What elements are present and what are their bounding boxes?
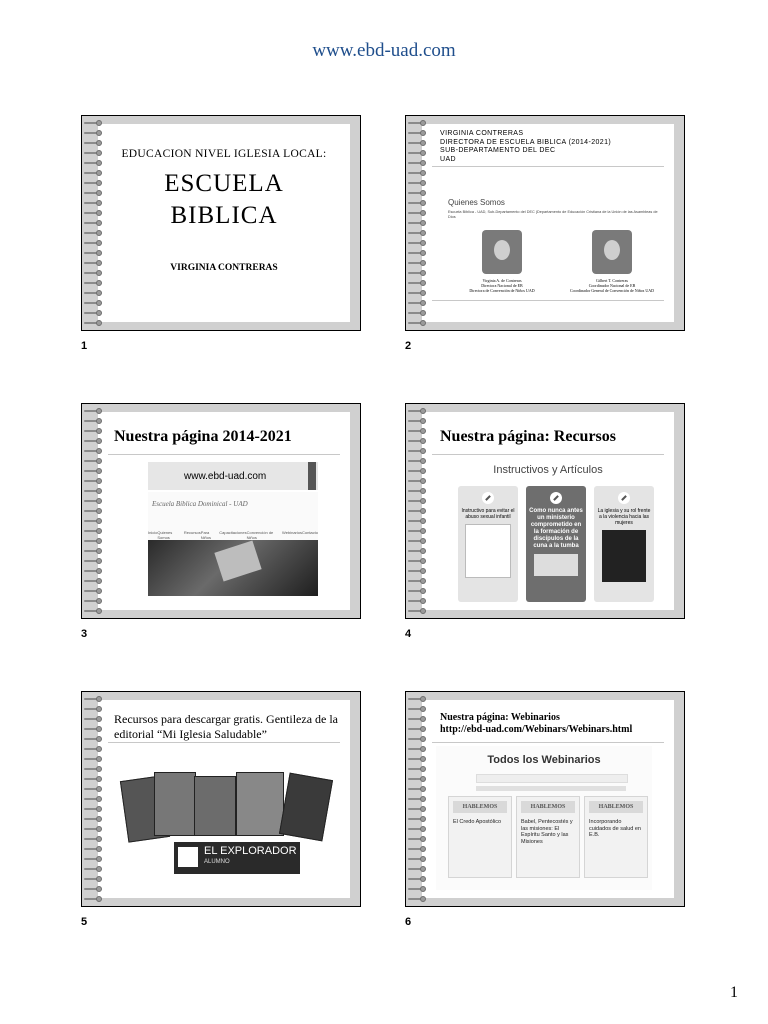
slide-title-line2: BIBLICA <box>170 202 278 229</box>
binding-ring <box>408 498 430 504</box>
filter-bar[interactable] <box>476 786 626 791</box>
card-text: La iglesia y su rol frente a la violencia hacia las mujeres <box>597 508 651 526</box>
slide-paper <box>422 412 674 610</box>
webinar-card[interactable] <box>448 796 512 878</box>
person-role: Directora de Convención de Niños UAD <box>469 288 535 293</box>
resource-card[interactable] <box>526 486 586 602</box>
binding-ring <box>408 418 430 424</box>
divider <box>432 742 664 743</box>
binding-ring <box>408 300 430 306</box>
binding-ring <box>84 756 106 762</box>
book-cover <box>154 772 196 836</box>
binding-ring <box>408 716 430 722</box>
book-cover <box>194 776 236 836</box>
binding-ring <box>84 578 106 584</box>
nav-item: Capacitaciones <box>219 530 247 535</box>
binding-ring <box>408 290 430 296</box>
slide-3 <box>81 403 361 619</box>
binding-ring <box>408 588 430 594</box>
binding-ring <box>84 776 106 782</box>
binding-ring <box>408 180 430 186</box>
webinar-badge: HABLEMOS <box>453 801 507 813</box>
binding-ring <box>408 438 430 444</box>
binding-ring <box>84 130 106 136</box>
slide-paper <box>98 124 350 322</box>
binding-ring <box>84 508 106 514</box>
binding-ring <box>84 866 106 872</box>
binding-ring <box>84 816 106 822</box>
binding-ring <box>408 270 430 276</box>
binding-ring <box>84 726 106 732</box>
binding-ring <box>84 716 106 722</box>
binding-ring <box>408 538 430 544</box>
binding-ring <box>84 408 106 414</box>
binding-ring <box>84 588 106 594</box>
binding-ring <box>84 280 106 286</box>
binding-ring <box>84 488 106 494</box>
book-title: EL EXPLORADOR <box>204 845 297 857</box>
binding-ring <box>408 558 430 564</box>
binding-ring <box>84 598 106 604</box>
site-nav <box>148 530 318 540</box>
header-line: VIRGINIA CONTRERAS <box>440 130 524 137</box>
wrench-icon <box>482 492 494 504</box>
slide-title: Nuestra página 2014-2021 <box>114 428 292 445</box>
spiral-binding <box>408 696 430 902</box>
binding-ring <box>408 488 430 494</box>
binding-ring <box>408 806 430 812</box>
nav-item: Quienes Somos <box>157 530 173 540</box>
binding-ring <box>408 796 430 802</box>
binding-ring <box>84 310 106 316</box>
section-title: Instructivos y Artículos <box>493 464 603 476</box>
binding-ring <box>84 190 106 196</box>
binding-ring <box>84 320 106 326</box>
book-cover <box>236 772 284 836</box>
divider <box>108 454 340 455</box>
card-text: Como nunca antes un ministerio comprometido en la formación de discípulos de la cuna a la tumba <box>529 508 583 549</box>
site-url-header[interactable]: www.ebd-uad.com <box>312 40 456 61</box>
slide-title: Nuestra página: Recursos <box>440 428 616 445</box>
binding-ring <box>84 558 106 564</box>
binding-ring <box>408 548 430 554</box>
binding-ring <box>408 856 430 862</box>
binding-ring <box>84 498 106 504</box>
webinar-badge: HABLEMOS <box>589 801 643 813</box>
document-thumbnail <box>602 530 646 582</box>
binding-ring <box>408 190 430 196</box>
webinar-title: Incorporando cuidados de salud en E.B. <box>589 819 641 838</box>
binding-ring <box>408 876 430 882</box>
section-title: Quienes Somos <box>448 198 505 207</box>
binding-ring <box>84 160 106 166</box>
url-text: www.ebd-uad.com <box>184 471 267 482</box>
binding-ring <box>84 478 106 484</box>
binding-ring <box>408 210 430 216</box>
header-line: DIRECTORA DE ESCUELA BIBLICA (2014-2021) <box>440 138 612 146</box>
binding-ring <box>84 746 106 752</box>
binding-ring <box>84 140 106 146</box>
binding-ring <box>84 548 106 554</box>
nav-item: Para Niños <box>200 530 212 540</box>
binding-ring <box>408 746 430 752</box>
binding-ring <box>408 458 430 464</box>
title-link[interactable]: http://ebd-uad.com/Webinars/Webinars.html <box>440 724 633 735</box>
document-thumbnail <box>465 524 511 578</box>
divider <box>432 300 664 301</box>
slide-paper <box>422 124 674 322</box>
binding-ring <box>408 816 430 822</box>
slide-number: 4 <box>405 628 412 640</box>
binding-ring <box>84 528 106 534</box>
slide-number: 3 <box>81 628 88 640</box>
binding-ring <box>408 568 430 574</box>
slide-title-line1: ESCUELA <box>164 170 284 197</box>
person-name: Virginia A. de Contreras <box>482 278 522 283</box>
explorador-cover <box>174 842 300 874</box>
binding-ring <box>408 846 430 852</box>
wrench-icon <box>618 492 630 504</box>
binding-ring <box>84 896 106 902</box>
resource-cards <box>422 442 674 612</box>
slide-header-block <box>440 130 611 164</box>
binding-ring <box>84 418 106 424</box>
binding-ring <box>84 250 106 256</box>
slide-author: VIRGINIA CONTRERAS <box>170 263 278 273</box>
book-subtitle: ALUMNO <box>204 859 230 865</box>
binding-ring <box>84 170 106 176</box>
book-cover <box>279 773 333 842</box>
binding-ring <box>408 508 430 514</box>
binding-ring <box>84 538 106 544</box>
section-title: Todos los Webinarios <box>487 754 601 766</box>
binding-ring <box>84 458 106 464</box>
binding-ring <box>408 230 430 236</box>
binding-ring <box>408 886 430 892</box>
nav-item: Contacto <box>301 530 318 535</box>
slide-number: 6 <box>405 916 412 928</box>
binding-ring <box>408 240 430 246</box>
site-name: Escuela Bíblica Dominical - UAD <box>152 500 248 508</box>
hero-image <box>148 540 318 596</box>
publisher-logo <box>178 847 198 867</box>
slide-5 <box>81 691 361 907</box>
binding-ring <box>408 448 430 454</box>
binding-ring <box>408 408 430 414</box>
website-preview <box>148 492 318 596</box>
binding-ring <box>408 578 430 584</box>
binding-ring <box>84 120 106 126</box>
binding-ring <box>84 260 106 266</box>
avatar <box>592 230 632 274</box>
binding-ring <box>408 130 430 136</box>
binding-ring <box>408 468 430 474</box>
slide-number: 1 <box>81 340 88 352</box>
nav-item: Recursos <box>183 530 201 535</box>
binding-ring <box>408 766 430 772</box>
resource-card[interactable] <box>458 486 518 602</box>
divider <box>108 742 340 743</box>
binding-ring <box>408 320 430 326</box>
binding-ring <box>84 736 106 742</box>
slide-1 <box>81 115 361 331</box>
slide-4 <box>405 403 685 619</box>
binding-ring <box>408 120 430 126</box>
binding-ring <box>84 568 106 574</box>
binding-ring <box>408 696 430 702</box>
header-line: SUB-DEPARTAMENTO DEL DEC <box>440 147 556 154</box>
binding-ring <box>84 290 106 296</box>
binding-ring <box>84 230 106 236</box>
webinar-card[interactable] <box>516 796 580 878</box>
binding-ring <box>408 260 430 266</box>
divider <box>432 166 664 167</box>
binding-ring <box>84 766 106 772</box>
binding-ring <box>84 210 106 216</box>
header-line: UAD <box>440 155 456 163</box>
binding-ring <box>408 756 430 762</box>
binding-ring <box>84 240 106 246</box>
binding-ring <box>84 468 106 474</box>
binding-ring <box>84 856 106 862</box>
binding-ring <box>84 518 106 524</box>
binding-ring <box>408 478 430 484</box>
binding-ring <box>84 786 106 792</box>
resource-card[interactable] <box>594 486 654 602</box>
binding-ring <box>408 598 430 604</box>
search-bar[interactable] <box>476 774 628 783</box>
binding-ring <box>408 250 430 256</box>
slide-2 <box>405 115 685 331</box>
binding-ring <box>84 200 106 206</box>
spiral-binding <box>408 408 430 614</box>
nav-item: Inicio <box>148 530 158 535</box>
person-role: Directora Nacional de EB <box>481 283 523 288</box>
binding-ring <box>408 826 430 832</box>
nav-item: Convención de Niños <box>246 530 274 540</box>
spiral-binding <box>84 408 106 614</box>
spiral-binding <box>84 120 106 326</box>
webinar-title: Babel, Pentecostés y las misiones: El Espíritu Santo y las Misiones <box>521 819 573 845</box>
slide-paper <box>98 700 350 898</box>
binding-ring <box>408 170 430 176</box>
binding-ring <box>408 736 430 742</box>
person-role: Coordinador General de Convención de Niños UAD <box>570 288 654 293</box>
card-text: Instructivo para evitar el abuso sexual infantil <box>461 508 515 520</box>
slide-kicker: EDUCACION NIVEL IGLESIA LOCAL: <box>121 148 327 160</box>
binding-ring <box>408 280 430 286</box>
binding-ring <box>84 150 106 156</box>
binding-ring <box>84 220 106 226</box>
binding-ring <box>408 776 430 782</box>
binding-ring <box>84 428 106 434</box>
slide-number: 2 <box>405 340 412 352</box>
slide-number: 5 <box>81 916 88 928</box>
binding-ring <box>408 428 430 434</box>
url-banner <box>148 462 318 490</box>
webinar-title: El Credo Apostólico <box>453 819 501 825</box>
binding-ring <box>84 846 106 852</box>
binding-ring <box>408 200 430 206</box>
binding-ring <box>408 518 430 524</box>
binding-ring <box>84 706 106 712</box>
binding-ring <box>408 608 430 614</box>
binding-ring <box>408 220 430 226</box>
slide-title: Recursos para descargar gratis. Gentileza de la editorial “Mi Iglesia Saludable” <box>114 712 339 741</box>
section-intro: Escuela Bíblica - UAD, Sub-Departamento del DEC (Departamento de Educación Cristiana de la Unión de las Asambleas de Dios <box>448 210 658 219</box>
binding-ring <box>84 608 106 614</box>
binding-ring <box>408 706 430 712</box>
page-number: 1 <box>730 984 738 1001</box>
binding-ring <box>84 300 106 306</box>
slide-paper <box>98 412 350 610</box>
binding-ring <box>84 438 106 444</box>
slide-6 <box>405 691 685 907</box>
binding-ring <box>408 866 430 872</box>
nav-item: Webinarios <box>282 530 302 535</box>
binding-ring <box>84 886 106 892</box>
binding-ring <box>408 786 430 792</box>
wrench-icon <box>550 492 562 504</box>
binding-ring <box>408 140 430 146</box>
binding-ring <box>408 150 430 156</box>
binding-ring <box>84 696 106 702</box>
slide-title <box>440 712 632 736</box>
binding-ring <box>84 796 106 802</box>
slide-paper <box>422 700 674 898</box>
person-name: Gilbert T. Contreras <box>596 278 628 283</box>
person-card <box>562 278 662 293</box>
binding-ring <box>84 180 106 186</box>
spiral-binding <box>408 120 430 326</box>
title-line: Nuestra página: Webinarios <box>440 712 560 723</box>
book-collage <box>98 760 350 900</box>
webinar-badge: HABLEMOS <box>521 801 575 813</box>
binding-ring <box>408 528 430 534</box>
document-thumbnail <box>534 554 578 576</box>
spiral-binding <box>84 696 106 902</box>
binding-ring <box>84 806 106 812</box>
banner-stripe <box>308 462 316 490</box>
person-card <box>452 278 552 293</box>
binding-ring <box>408 310 430 316</box>
binding-ring <box>84 836 106 842</box>
binding-ring <box>408 836 430 842</box>
binding-ring <box>84 270 106 276</box>
binding-ring <box>408 896 430 902</box>
avatar <box>482 230 522 274</box>
person-role: Coordinador Nacional de EB <box>588 283 636 288</box>
binding-ring <box>408 726 430 732</box>
binding-ring <box>408 160 430 166</box>
webinar-card[interactable] <box>584 796 648 878</box>
binding-ring <box>84 876 106 882</box>
binding-ring <box>84 826 106 832</box>
binding-ring <box>84 448 106 454</box>
